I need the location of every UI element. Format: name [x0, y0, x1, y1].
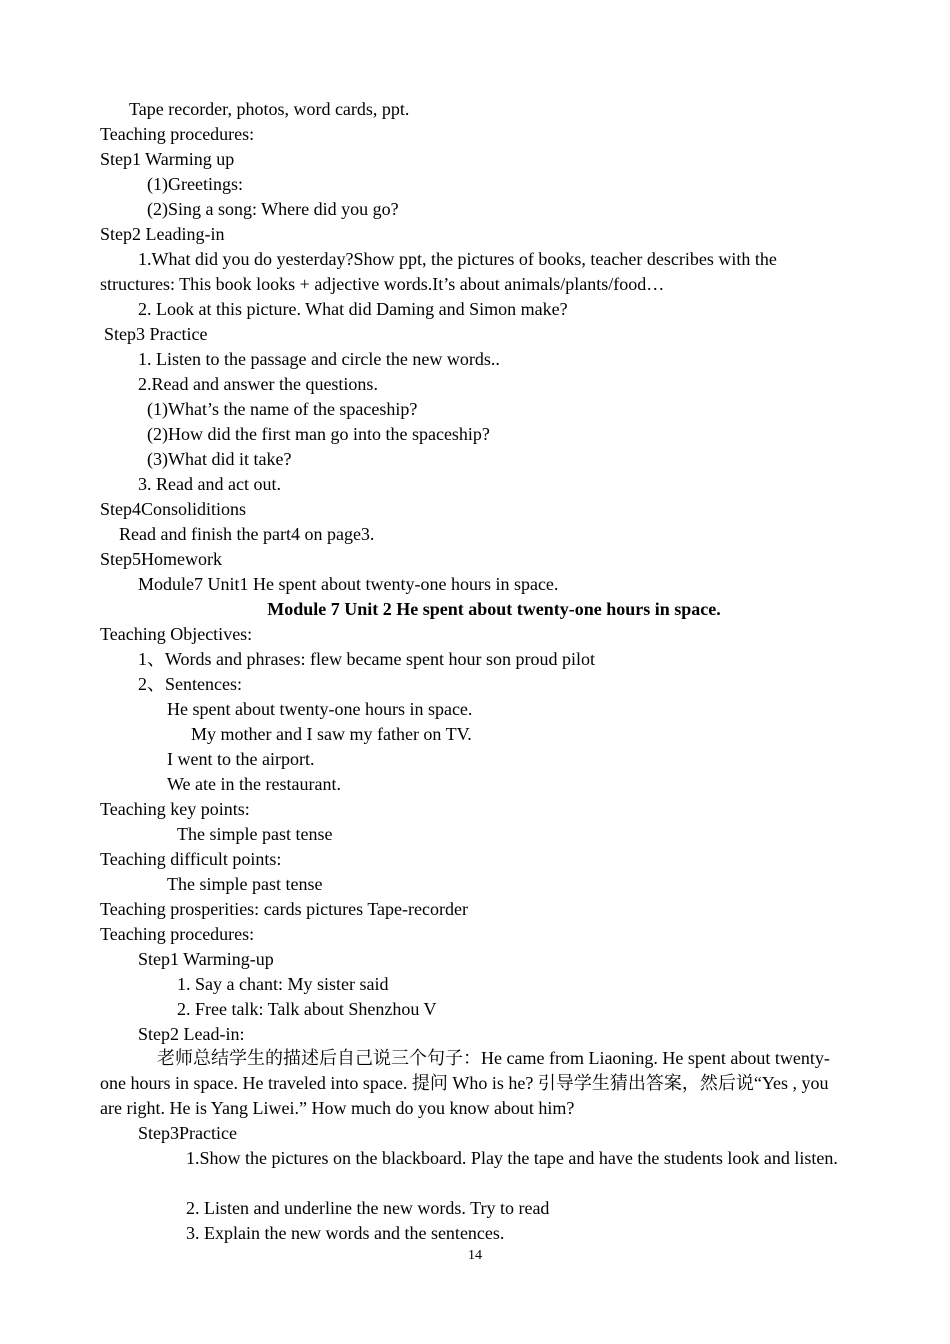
heading-teaching-procedures: Teaching procedures: [100, 124, 255, 144]
difficult-point-text: The simple past tense [167, 874, 323, 894]
step1-item-1: (1)Greetings: [147, 174, 243, 194]
step3-heading: Step3 Practice [104, 324, 208, 344]
warmup-item-2: 2. Free talk: Talk about Shenzhou V [177, 999, 437, 1019]
step2-lead-in: Step2 Lead-in: [138, 1024, 245, 1044]
lead-in-paragraph: 老师总结学生的描述后自己说三个句子：He came from Liaoning. He spent about twenty-one hours in space. He traveled into space. 提问 Who is he? 引导学生猜出答案，然后说“Yes , you are right. He is Yang Liwei.” How much do you know about him? [100, 1048, 830, 1118]
step4-heading: Step4Consoliditions [100, 499, 247, 519]
step1-warming-up: Step1 Warming-up [138, 949, 274, 969]
step3-item-2: 2.Read and answer the questions. [138, 374, 378, 394]
step5-item: Module7 Unit1 He spent about twenty-one hours in space. [138, 574, 559, 594]
sentence-3: I went to the airport. [167, 749, 315, 769]
question-3: (3)What did it take? [147, 449, 292, 469]
practice-item-2: 2. Listen and underline the new words. Try to read [186, 1198, 550, 1218]
teaching-prosperities: Teaching prosperities: cards pictures Tape-recorder [100, 899, 468, 919]
step4-item: Read and finish the part4 on page3. [119, 524, 375, 544]
step3-practice: Step3Practice [138, 1123, 237, 1143]
step5-heading: Step5Homework [100, 549, 222, 569]
heading-teaching-procedures-2: Teaching procedures: [100, 924, 255, 944]
section-title: Module 7 Unit 2 He spent about twenty-one hours in space. [267, 599, 721, 619]
sentence-1: He spent about twenty-one hours in space. [167, 699, 473, 719]
materials-line: Tape recorder, photos, word cards, ppt. [129, 99, 410, 119]
step1-item-2: (2)Sing a song: Where did you go? [147, 199, 399, 219]
sentence-2: My mother and I saw my father on TV. [191, 724, 472, 744]
step3-item-1: 1. Listen to the passage and circle the new words.. [138, 349, 500, 369]
step3-item-3: 3. Read and act out. [138, 474, 281, 494]
sentence-4: We ate in the restaurant. [167, 774, 341, 794]
question-1: (1)What’s the name of the spaceship? [147, 399, 418, 419]
key-point-text: The simple past tense [177, 824, 333, 844]
warmup-item-1: 1. Say a chant: My sister said [177, 974, 389, 994]
step2-heading: Step2 Leading-in [100, 224, 225, 244]
heading-teaching-objectives: Teaching Objectives: [100, 624, 253, 644]
step2-item-1: 1.What did you do yesterday?Show ppt, the pictures of books, teacher describes with the structures: This book looks + adjective words.It’s about animals/plants/food… [100, 249, 777, 294]
practice-item-1: 1.Show the pictures on the blackboard. Play the tape and have the students look and listen. [186, 1148, 838, 1168]
objective-words: 1、Words and phrases: flew became spent hour son proud pilot [138, 649, 595, 669]
practice-item-3: 3. Explain the new words and the sentences. [186, 1223, 505, 1243]
heading-difficult-points: Teaching difficult points: [100, 849, 282, 869]
heading-key-points: Teaching key points: [100, 799, 250, 819]
step2-item-2: 2. Look at this picture. What did Daming and Simon make? [138, 299, 568, 319]
step1-heading: Step1 Warming up [100, 149, 235, 169]
page-number: 14 [468, 1248, 482, 1263]
objective-sentences: 2、Sentences: [138, 674, 242, 694]
question-2: (2)How did the first man go into the spaceship? [147, 424, 490, 444]
